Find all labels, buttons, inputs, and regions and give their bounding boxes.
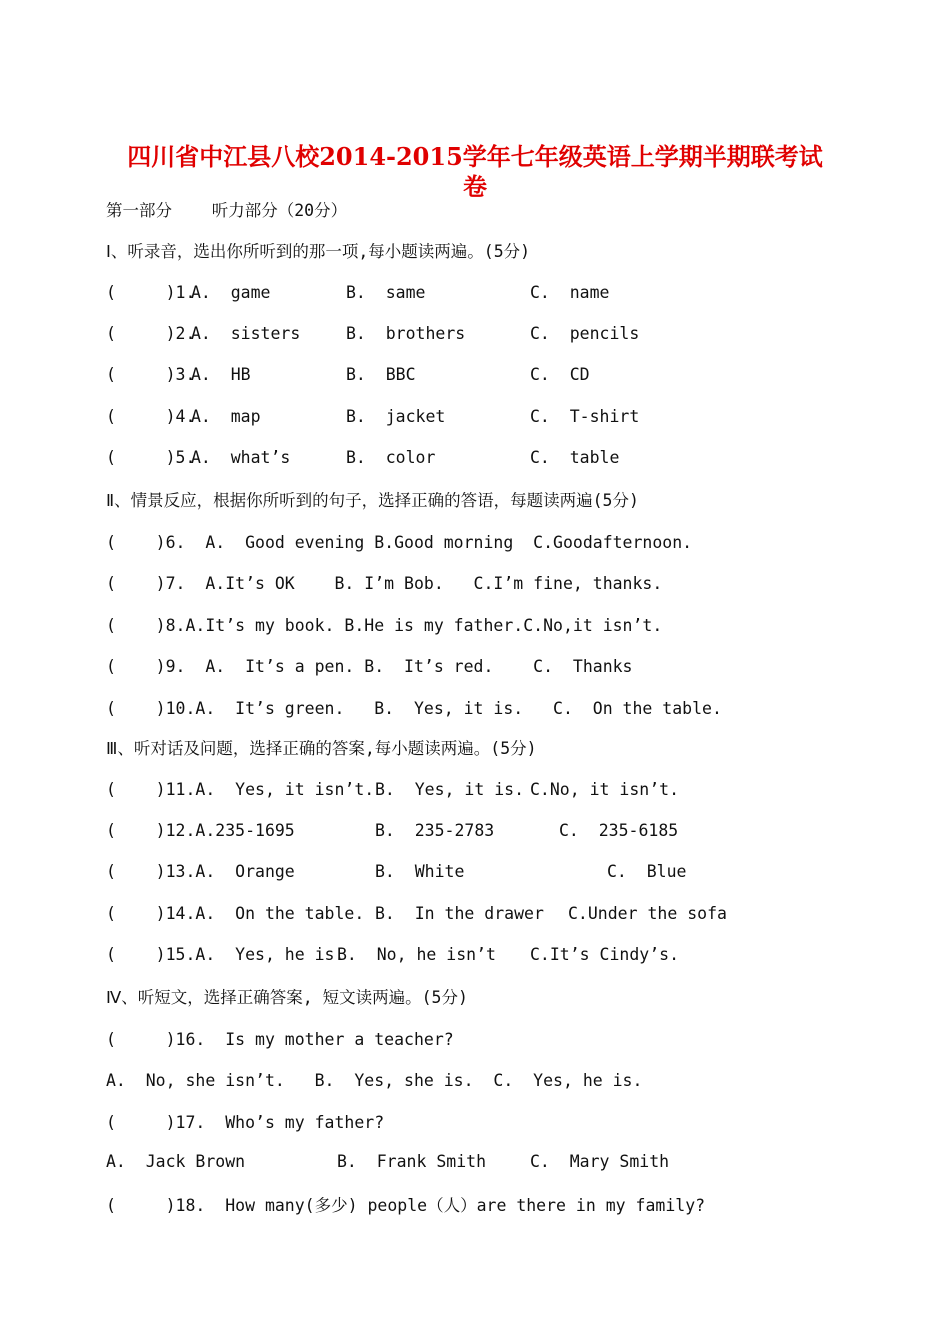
- option-b: B. No, he isn’t: [337, 945, 496, 964]
- option-b: B. Yes, it is.: [375, 780, 525, 799]
- item-number: ( )5.: [106, 448, 196, 467]
- exam-title-line1: 四川省中江县八校2014-2015学年七年级英语上学期半期联考试: [127, 142, 823, 171]
- item-number: ( )4.: [106, 407, 196, 426]
- option-b: B. BBC: [346, 365, 416, 384]
- section2-item: ( )9. A. It’s a pen. B. It’s red. C. Thanks: [106, 657, 633, 676]
- option-b: B. In the drawer: [375, 904, 544, 923]
- option-c: C.It’s Cindy’s.: [530, 945, 680, 964]
- section2-heading: Ⅱ、情景反应，根据你所听到的句子，选择正确的答语，每题读两遍(5分): [106, 491, 639, 510]
- question-17: ( )17. Who’s my father?: [106, 1113, 385, 1132]
- option-a: A. HB: [191, 365, 251, 384]
- part1-heading: 第一部分 听力部分（20分）: [106, 201, 348, 220]
- section2-item: ( )10.A. It’s green. B. Yes, it is. C. On the table.: [106, 699, 722, 718]
- option-c: C. pencils: [530, 324, 640, 343]
- item-number: ( )3.: [106, 365, 196, 384]
- option-c: C.No, it isn’t.: [530, 780, 680, 799]
- section2-item: ( )6. A. Good evening B.Good morning C.Goodafternoon.: [106, 533, 693, 552]
- option-c: C.Under the sofa: [568, 904, 727, 923]
- option-a: A. Jack Brown: [106, 1152, 246, 1171]
- option-c: C. T-shirt: [530, 407, 640, 426]
- option-c: C. CD: [530, 365, 590, 384]
- section3-heading: Ⅲ、听对话及问题，选择正确的答案,每小题读两遍。(5分): [106, 739, 537, 758]
- option-c: C. Mary Smith: [530, 1152, 670, 1171]
- option-c: C. table: [530, 448, 620, 467]
- section4-heading: Ⅳ、听短文，选择正确答案, 短文读两遍。(5分): [106, 988, 468, 1007]
- item-number-option-a: ( )12.A.235-1695: [106, 821, 295, 840]
- question-18: ( )18. How many(多少) people（人）are there in my family?: [106, 1196, 706, 1215]
- question-16-options: A. No, she isn’t. B. Yes, she is. C. Yes, he is.: [106, 1071, 643, 1090]
- option-b: B. 235-2783: [375, 821, 495, 840]
- question-16: ( )16. Is my mother a teacher?: [106, 1030, 454, 1049]
- item-number-option-a: ( )14.A. On the table.: [106, 904, 365, 923]
- option-c: C. name: [530, 283, 610, 302]
- option-a: A. what’s: [191, 448, 291, 467]
- option-a: A. map: [191, 407, 261, 426]
- exam-title-line2: 卷: [463, 172, 487, 201]
- option-b: B. jacket: [346, 407, 446, 426]
- section2-item: ( )7. A.It’s OK B. I’m Bob. C.I’m fine, thanks.: [106, 574, 663, 593]
- option-b: B. Frank Smith: [337, 1152, 487, 1171]
- item-number-option-a: ( )15.A. Yes, he is.: [106, 945, 345, 964]
- option-b: B. White: [375, 862, 465, 881]
- option-b: B. color: [346, 448, 436, 467]
- section2-item: ( )8.A.It’s my book. B.He is my father.C.No,it isn’t.: [106, 616, 663, 635]
- option-c: C. 235-6185: [559, 821, 679, 840]
- section1-heading: Ⅰ、听录音，选出你所听到的那一项,每小题读两遍。(5分): [106, 242, 531, 261]
- item-number-option-a: ( )13.A. Orange: [106, 862, 295, 881]
- item-number: ( )2.: [106, 324, 196, 343]
- option-b: B. same: [346, 283, 426, 302]
- option-a: A. sisters: [191, 324, 301, 343]
- option-a: A. game: [191, 283, 271, 302]
- item-number-option-a: ( )11.A. Yes, it isn’t.: [106, 780, 375, 799]
- option-b: B. brothers: [346, 324, 466, 343]
- item-number: ( )1.: [106, 283, 196, 302]
- option-c: C. Blue: [607, 862, 687, 881]
